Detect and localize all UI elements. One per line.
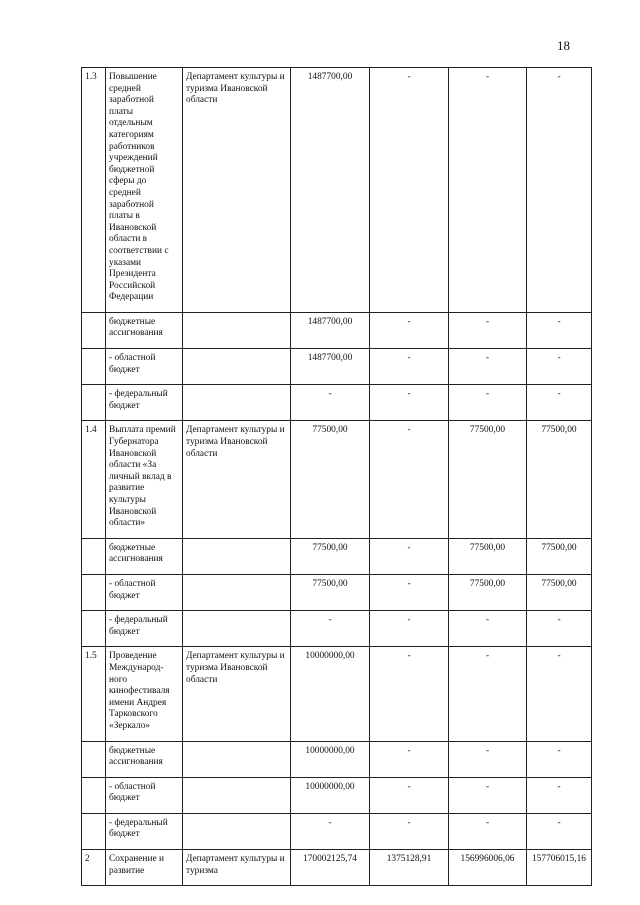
amount-year3-cell: - [527,611,592,647]
amount-year1-cell: - [370,312,449,348]
amount-year1-cell: - [370,68,449,313]
amount-year2-cell: - [449,777,527,813]
executor-cell [183,538,291,574]
amount-year3-cell: 157706015,16 [527,850,592,886]
table-row [82,741,592,777]
item-name-cell: бюджетные ассигнования [106,741,183,777]
table-row [82,777,592,813]
amount-year3-cell: - [527,741,592,777]
row-number-cell [82,349,106,385]
amount-total-cell: 10000000,00 [291,741,370,777]
row-number-cell: 1.5 [82,647,106,741]
amount-year3-cell: 77500,00 [527,538,592,574]
table-row [82,68,592,313]
amount-year2-cell: - [449,349,527,385]
row-number-cell: 1.4 [82,421,106,538]
executor-cell [183,611,291,647]
row-number-cell [82,385,106,421]
table-row [82,574,592,610]
row-number-cell [82,574,106,610]
amount-year1-cell: - [370,421,449,538]
amount-year2-cell: - [449,741,527,777]
amount-year3-cell: 77500,00 [527,421,592,538]
amount-year2-cell: - [449,611,527,647]
row-number-cell [82,741,106,777]
amount-total-cell: 77500,00 [291,574,370,610]
amount-total-cell: 1487700,00 [291,68,370,313]
amount-year3-cell: 77500,00 [527,574,592,610]
table-row [82,611,592,647]
amount-total-cell: 1487700,00 [291,312,370,348]
row-number-cell: 1.3 [82,68,106,313]
item-name-cell: - федеральный бюджет [106,385,183,421]
row-number-cell [82,777,106,813]
item-name-cell: Сохранение и развитие [106,850,183,886]
executor-cell: Департамент культуры и туризма Ивановской области [183,421,291,538]
amount-year2-cell: - [449,312,527,348]
amount-year1-cell: - [370,647,449,741]
amount-total-cell: - [291,385,370,421]
item-name-cell: Проведение Международ-ного кинофестиваля имени Андрея Тарковского «Зеркало» [106,647,183,741]
amount-total-cell: 10000000,00 [291,777,370,813]
amount-year3-cell: - [527,68,592,313]
amount-total-cell: 1487700,00 [291,349,370,385]
row-number-cell: 2 [82,850,106,886]
executor-cell: Департамент культуры и туризма Ивановской области [183,647,291,741]
row-number-cell [82,312,106,348]
table-row [82,349,592,385]
budget-table [81,67,592,886]
row-number-cell [82,611,106,647]
amount-year3-cell: - [527,349,592,385]
item-name-cell: - областной бюджет [106,777,183,813]
amount-year2-cell: - [449,647,527,741]
item-name-cell: бюджетные ассигнования [106,538,183,574]
item-name-cell: Выплата премий Губернатора Ивановской области «За личный вклад в развитие культуры Ивановской области» [106,421,183,538]
amount-year3-cell: - [527,312,592,348]
amount-year1-cell: - [370,349,449,385]
amount-year1-cell: - [370,813,449,849]
table-row [82,813,592,849]
amount-year3-cell: - [527,647,592,741]
amount-year2-cell: 77500,00 [449,574,527,610]
table-row [82,850,592,886]
amount-year2-cell: 77500,00 [449,421,527,538]
item-name-cell: бюджетные ассигнования [106,312,183,348]
amount-year2-cell: - [449,68,527,313]
row-number-cell [82,538,106,574]
item-name-cell: - федеральный бюджет [106,813,183,849]
executor-cell [183,741,291,777]
item-name-cell: - федеральный бюджет [106,611,183,647]
executor-cell: Департамент культуры и туризма [183,850,291,886]
amount-year1-cell: - [370,538,449,574]
amount-total-cell: 10000000,00 [291,647,370,741]
executor-cell: Департамент культуры и туризма Ивановской области [183,68,291,313]
executor-cell [183,813,291,849]
amount-year2-cell: 156996006,06 [449,850,527,886]
amount-total-cell: 170002125,74 [291,850,370,886]
amount-year2-cell: - [449,385,527,421]
item-name-cell: Повышение средней заработной платы отдельным категориям работников учреждений бюджетной сферы до средней заработной платы в Ивановской области в соответствии с указами Президента Российской Федерации [106,68,183,313]
amount-year1-cell: - [370,777,449,813]
executor-cell [183,777,291,813]
amount-year1-cell: - [370,574,449,610]
amount-total-cell: 77500,00 [291,421,370,538]
table-row [82,647,592,741]
amount-total-cell: - [291,813,370,849]
amount-year3-cell: - [527,777,592,813]
table-row [82,538,592,574]
amount-year1-cell: - [370,611,449,647]
amount-year3-cell: - [527,385,592,421]
item-name-cell: - областной бюджет [106,349,183,385]
executor-cell [183,385,291,421]
amount-year1-cell: 1375128,91 [370,850,449,886]
table-row [82,421,592,538]
amount-year1-cell: - [370,385,449,421]
page-number: 18 [557,38,570,53]
amount-year2-cell: 77500,00 [449,538,527,574]
table-row [82,312,592,348]
executor-cell [183,312,291,348]
executor-cell [183,574,291,610]
item-name-cell: - областной бюджет [106,574,183,610]
amount-total-cell: 77500,00 [291,538,370,574]
row-number-cell [82,813,106,849]
amount-year2-cell: - [449,813,527,849]
amount-year3-cell: - [527,813,592,849]
amount-year1-cell: - [370,741,449,777]
executor-cell [183,349,291,385]
table-row [82,385,592,421]
amount-total-cell: - [291,611,370,647]
